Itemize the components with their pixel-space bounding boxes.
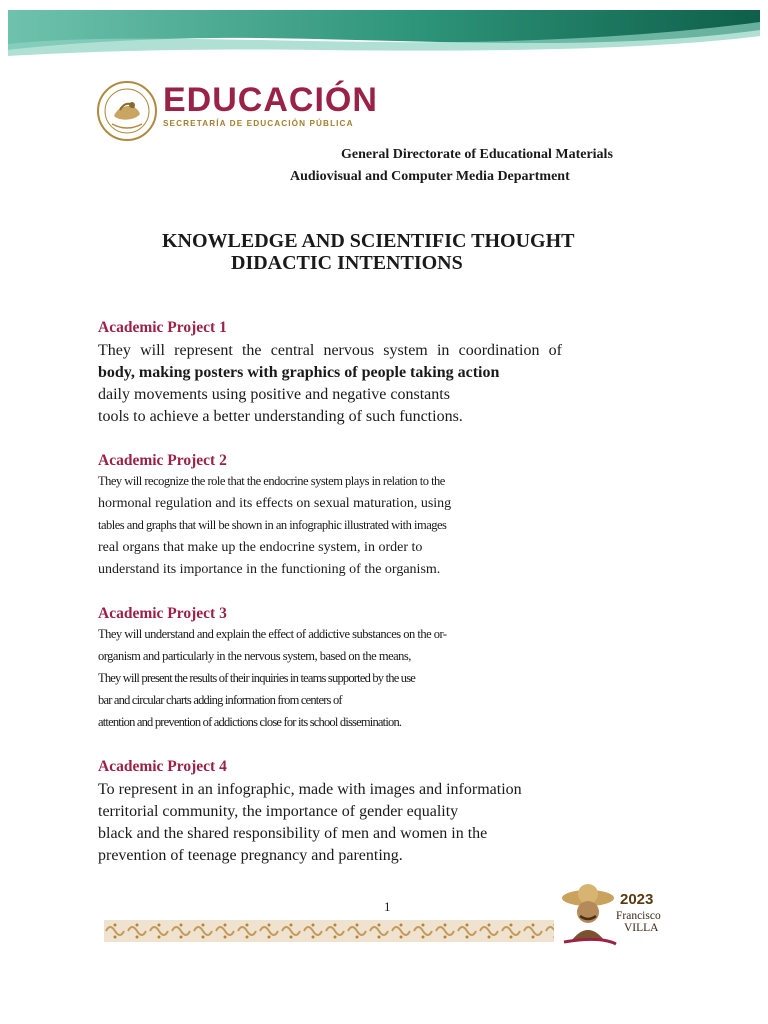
- project-4-heading: Academic Project 4: [98, 758, 227, 775]
- logo-name-line-2: VILLA: [624, 922, 659, 934]
- footer-decorative-band: [104, 920, 554, 942]
- project-4-line: prevention of teenage pregnancy and parenting.: [98, 847, 403, 864]
- logo-name-line-1: Francisco: [616, 910, 661, 922]
- brand-title: EDUCACIÓN: [163, 81, 378, 119]
- project-2-line: real organs that make up the endocrine system, in order to: [98, 540, 423, 555]
- project-1-line: tools to achieve a better understanding of such functions.: [98, 408, 463, 425]
- national-seal-logo: [96, 80, 158, 142]
- logo-year: 2023: [620, 891, 654, 908]
- header-decorative-band: [0, 0, 768, 70]
- project-1-heading: Academic Project 1: [98, 319, 227, 336]
- project-3-line: attention and prevention of addictions close for its school dissemination.: [98, 715, 402, 729]
- document-title-line-2: DIDACTIC INTENTIONS: [231, 252, 463, 274]
- department-line-2: Audiovisual and Computer Media Department: [290, 169, 570, 184]
- project-2-line: understand its importance in the functioning of the organism.: [98, 562, 441, 577]
- project-1-line: They will represent the central nervous system in coordination of: [98, 342, 562, 359]
- project-4-line: territorial community, the importance of gender equality: [98, 803, 459, 820]
- project-4-line: black and the shared responsibility of men and women in the: [98, 825, 488, 842]
- project-3-line: They will understand and explain the effect of addictive substances on the or-: [98, 627, 447, 641]
- brand-subtitle: SECRETARÍA DE EDUCACIÓN PÚBLICA: [163, 119, 354, 128]
- project-3-line: bar and circular charts adding information from centers of: [98, 693, 342, 707]
- project-1-line: body, making posters with graphics of people taking action: [98, 364, 500, 381]
- project-4-line: To represent in an infographic, made with images and information: [98, 781, 522, 798]
- project-3-heading: Academic Project 3: [98, 605, 227, 622]
- department-line-1: General Directorate of Educational Materials: [341, 147, 613, 162]
- project-3-line: They will present the results of their inquiries in teams supported by the use: [98, 671, 416, 685]
- project-3-line: organism and particularly in the nervous system, based on the means,: [98, 649, 411, 663]
- project-2-line: tables and graphs that will be shown in an infographic illustrated with images: [98, 518, 447, 532]
- project-1-line: daily movements using positive and negative constants: [98, 386, 450, 403]
- project-2-heading: Academic Project 2: [98, 452, 227, 469]
- project-2-line: They will recognize the role that the endocrine system plays in relation to the: [98, 474, 445, 488]
- document-title-line-1: KNOWLEDGE AND SCIENTIFIC THOUGHT: [162, 230, 575, 252]
- page-number: 1: [384, 899, 391, 914]
- project-2-line: hormonal regulation and its effects on sexual maturation, using: [98, 496, 452, 511]
- brand-block: [163, 80, 378, 128]
